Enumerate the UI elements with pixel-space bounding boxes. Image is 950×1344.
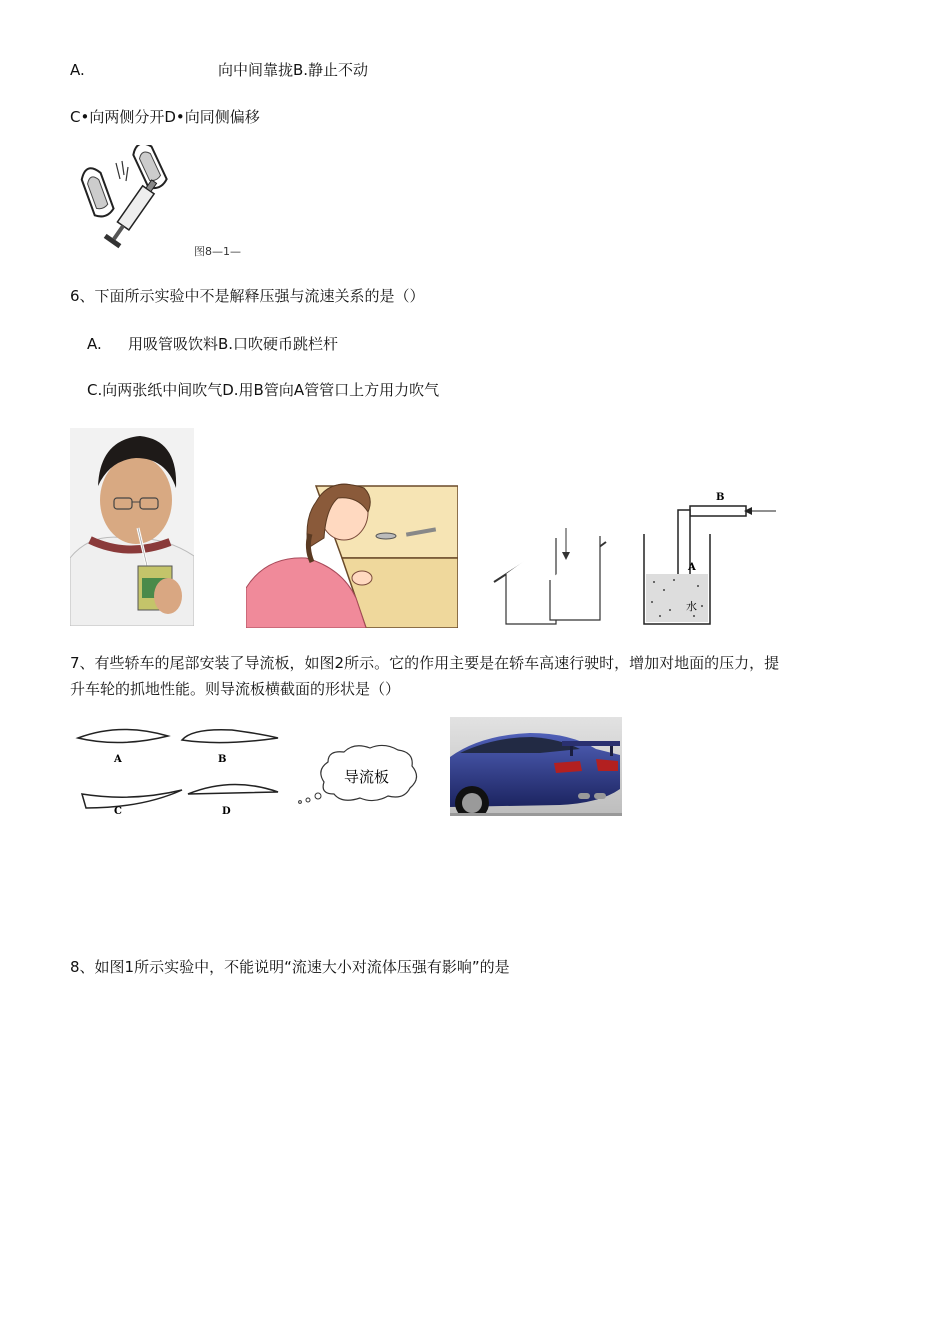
q5-option-ab-text: 向中间靠拢B.静止不动 — [218, 61, 369, 79]
tube-b-label: B — [716, 492, 725, 503]
q6-option-a-letter: A. — [87, 335, 102, 353]
shape-a — [78, 729, 168, 742]
beaker-tubes-figure — [640, 490, 780, 628]
tube-a-label: A — [688, 562, 696, 573]
shape-b — [182, 730, 278, 743]
q6-option-ab-text: 用吸管吸饮料B.口吹硬币跳栏杆 — [128, 335, 339, 353]
q7-stem-line-1: 7、有些轿车的尾部安装了导流板，如图2所示。它的作用主要是在轿车高速行驶时，增加对地面的压力，提 — [70, 654, 780, 672]
two-paper-sheets-figure — [488, 528, 612, 628]
shape-c — [82, 790, 182, 808]
girl-blowing-coin-illustration — [246, 478, 458, 628]
shape-b-label: B — [218, 754, 227, 765]
q5-option-cd-text: C•向两侧分开D•向同侧偏移 — [70, 108, 260, 126]
boats-syringe-figure — [70, 145, 270, 257]
q5-option-a-letter: A. — [70, 61, 85, 79]
shape-a-label: A — [114, 754, 122, 765]
boy-drinking-straw-photo — [70, 428, 194, 626]
shape-d — [188, 784, 278, 794]
q7-stem-line-2: 升车轮的抓地性能。则导流板横截面的形状是（） — [70, 680, 401, 698]
syringe-icon — [104, 176, 162, 248]
left-boat-icon — [79, 165, 115, 219]
car-with-spoiler-photo — [450, 717, 622, 816]
figure-8-1-caption: 图8—1— — [194, 245, 241, 257]
spoiler-cross-section-shapes — [72, 718, 492, 818]
q6-option-cd-text: C.向两张纸中间吹气D.用B管向A管管口上方用力吹气 — [87, 381, 440, 399]
q8-stem: 8、如图1所示实验中，不能说明“流速大小对流体压强有影响”的是 — [70, 958, 510, 976]
water-label: 水 — [686, 600, 697, 613]
q6-stem: 6、下面所示实验中不是解释压强与流速关系的是（） — [70, 287, 425, 305]
shape-c-label: C — [114, 806, 122, 817]
cloud-label: 导流板 — [344, 768, 390, 786]
shape-d-label: D — [222, 806, 231, 817]
